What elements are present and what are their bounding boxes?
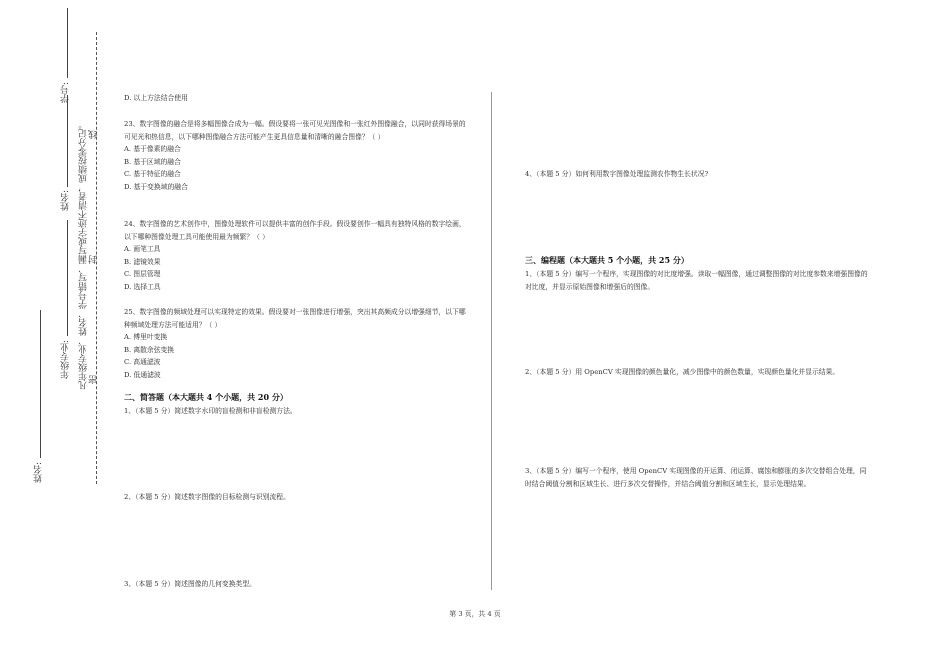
option: C. 图层管理 (124, 270, 161, 279)
programming-q2: 2、（本题 5 分）用 OpenCV 实现图像的颜色量化，减少图像中的颜色数量，实现颜色量化并显示结果。 (525, 368, 840, 376)
option: D. 基于变换域的融合 (124, 182, 188, 191)
option: C. 高通滤波 (124, 358, 161, 367)
student-id-label: 学号: (61, 82, 71, 104)
question-stem: 24、数字图像的艺术创作中，图像处理软件可以提供丰富的创作手段。假设要创作一幅具有独特风格的数字绘画，以下哪种图像处理工具可能使用最为频繁？（ ） (124, 220, 466, 241)
option: C. 基于特征的融合 (124, 170, 181, 179)
section-3-title: 三、编程题（本大题共 5 个小题，共 25 分） (525, 255, 689, 265)
q22-option-d: D. 以上方法结合使用 (124, 94, 188, 102)
school-label: 姓名: (34, 462, 44, 484)
programming-q1: 1、（本题 5 分）编写一个程序，实现图像的对比度增强。读取一幅图像，通过调整图像的对比度参数来增强图像的对比度，并显示原始图像和增强后的图像。 (525, 270, 868, 291)
binding-notice: 凡年级专业、姓名、学号错写、漏写或字迹不清者，成绩按零分记。 (79, 120, 89, 390)
option: A. 傅里叶变换 (124, 333, 168, 342)
major-line (67, 220, 68, 336)
seal-dashed-line (96, 32, 97, 484)
question-24 (124, 218, 472, 294)
question-stem: 25、数字图像的频域处理可以实现特定的效果。假设要对一张图像进行增强，突出其高频成分以增强细节，以下哪种频域处理方法可能适用？（ ） (124, 308, 466, 329)
column-divider (491, 92, 492, 590)
option: B. 基于区域的融合 (124, 157, 181, 166)
seal-char-feng: 封 (89, 255, 99, 264)
option: B. 滤镜效果 (124, 257, 161, 266)
option: D. 低通滤波 (124, 370, 161, 379)
left-column (124, 88, 472, 598)
right-column (525, 88, 873, 508)
short-answer-q4: 4、（本题 5 分）如何利用数字图像处理监测农作物生长状况? (525, 170, 709, 178)
seal-char-xian: 线 (89, 130, 99, 139)
major-label: 年级专业: (61, 340, 71, 380)
seal-char-mi: 密 (89, 375, 99, 384)
short-answer-q1: 1、（本题 5 分）简述数字水印的盲检测和非盲检测方法。 (124, 407, 297, 415)
programming-q3: 3、（本题 5 分）编写一个程序，使用 OpenCV 实现图像的开运算、闭运算、腐蚀和膨胀的多次交替组合处理，同时结合阈值分割和区域生长、进行多次交替操作，并结合阈值分割和区域生长，显示处理结果。 (525, 467, 867, 488)
question-25 (124, 306, 472, 382)
binding-margin (0, 0, 110, 672)
student-id-line (67, 8, 68, 78)
name-line (67, 95, 68, 187)
option: A. 画笔工具 (124, 245, 161, 254)
short-answer-q3: 3、（本题 5 分）简述图像的几何变换类型。 (124, 580, 256, 588)
name-label: 姓名: (61, 190, 71, 212)
question-23 (124, 118, 472, 194)
option: A. 基于像素的融合 (124, 145, 181, 154)
school-line (40, 310, 41, 458)
section-2-title: 二、简答题（本大题共 4 个小题，共 20 分） (124, 392, 288, 402)
option: D. 选择工具 (124, 282, 161, 291)
question-stem: 23、数字图像的融合是将多幅图像合成为一幅。假设要将一张可见光图像和一张红外图像融合，以同时获得场景的可见光和热信息，以下哪种图像融合方法可能产生更具信息量和清晰的融合图像？（ ） (124, 120, 466, 141)
short-answer-q2: 2、（本题 5 分）简述数字图像的目标检测与识别流程。 (124, 493, 290, 501)
page-footer: 第 3 页，共 4 页 (449, 610, 501, 618)
option: B. 离散余弦变换 (124, 345, 175, 354)
